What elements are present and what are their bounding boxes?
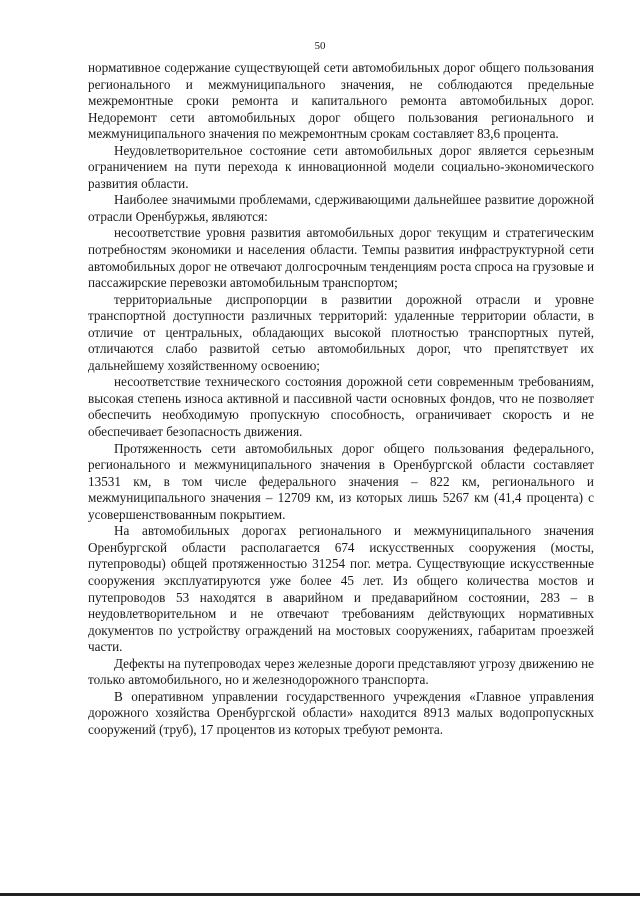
paragraph-continuation: нормативное содержание существующей сети автомобильных дорог общего пользования регионального и межмуниципального значения, не соблюдаются предельные межремонтные сроки ремонта и капитального ремонта автомобильных дорог. Недоремонт сети автомобильных дорог общего пользования регионального и межмуниципального значения по межремонтным срокам составляет 83,6 процента. — [88, 60, 594, 142]
bottom-divider — [0, 893, 640, 896]
paragraph-problem-3: несоответствие технического состояния дорожной сети современным требованиям, высокая степень износа активной и пассивной части основных фондов, что не позволяет обеспечить необходимую пропускную способность, ограничивает скорость и не обеспечивает безопасность движения. — [88, 374, 594, 440]
paragraph-problem-1: несоответствие уровня развития автомобильных дорог текущим и стратегическим потребностям экономики и населения области. Темпы развития инфраструктурной сети автомобильных дорог не отвечают долгосрочным тенденциям роста спроса на грузовые и пассажирские перевозки автомобильным транспортом; — [88, 225, 594, 291]
paragraph-structures: На автомобильных дорогах регионального и межмуниципального значения Оренбургской области располагается 674 искусственных сооружения (мосты, путепроводы) общей протяженностью 31254 пог. метра. Существующие искусственные сооружения эксплуатируются уже более 45 лет. Из общего количества мостов и путепроводов 53 находятся в аварийном и предаварийном состоянии, 283 – в неудовлетворительном и не отвечают требованиям действующих нормативных документов по устройству ограждений на мостовых сооружениях, габаритам проезжей части. — [88, 523, 594, 655]
paragraph-main-problems: Наиболее значимыми проблемами, сдерживающими дальнейшее развитие дорожной отрасли Оренбуржья, являются: — [88, 192, 594, 224]
paragraph-problem-2: территориальные диспропорции в развитии дорожной отрасли и уровне транспортной доступности различных территорий: удаленные территории области, в отличие от центральных, обладающих высокой плотностью транспортных путей, отличаются слабо развитой сетью автомобильных дорог, что препятствует их дальнейшему хозяйственному освоению; — [88, 291, 594, 373]
paragraph-network-length: Протяженность сети автомобильных дорог общего пользования федерального, регионального и межмуниципального значения в Оренбургской области составляет 13531 км, в том числе федерального значения – 822 км, регионального и межмуниципального значения – 12709 км, из которых лишь 5267 км (41,4 процента) с усовершенствованным покрытием. — [88, 440, 594, 522]
paragraph-road-condition: Неудовлетворительное состояние сети автомобильных дорог является серьезным ограничением на пути перехода к инновационной модели социально-экономического развития области. — [88, 142, 594, 191]
paragraph-culverts: В оперативном управлении государственного учреждения «Главное управления дорожного хозяйства Оренбургской области» находится 8913 малых водопропускных сооружений (труб), 17 процентов из которых требуют ремонта. — [88, 688, 594, 737]
page-number: 50 — [314, 40, 326, 52]
paragraph-overpass-defects: Дефекты на путепроводах через железные дороги представляют угрозу движению не только автомобильного, но и железнодорожного транспорта. — [88, 655, 594, 688]
document-body — [88, 60, 594, 738]
